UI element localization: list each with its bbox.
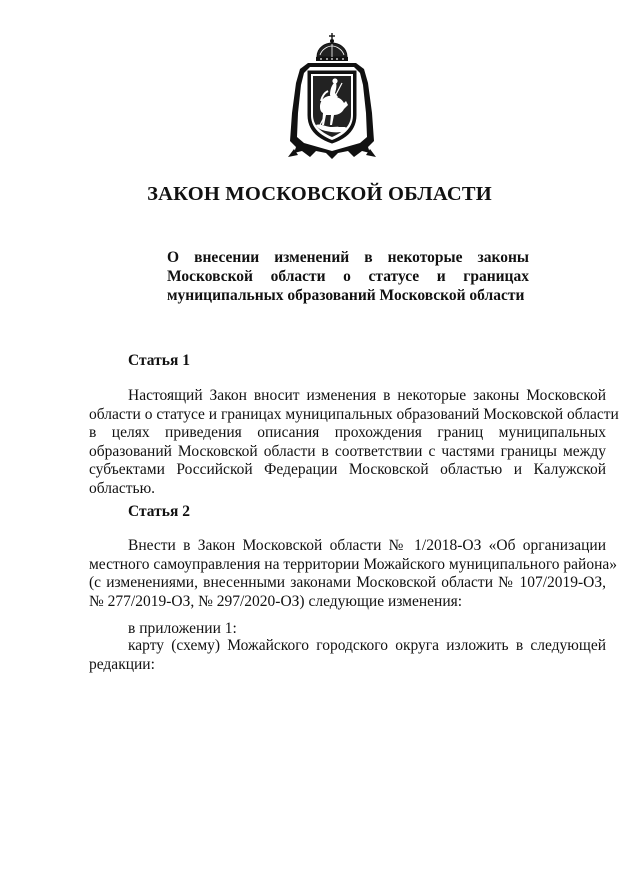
appendix-line: в приложении 1: (128, 620, 237, 637)
paragraph-line: области о статусе и границах муниципальных образований Московской области (89, 405, 619, 423)
subtitle-line: О внесении изменений в некоторые законы (167, 249, 529, 266)
paragraph-line: карту (схему) Можайского городского округа изложить в следующей (128, 637, 606, 654)
crown-icon (316, 33, 348, 61)
paragraph-line: (с изменениями, внесенными законами Московской области № 107/2019-ОЗ, (89, 574, 606, 592)
coat-of-arms-icon (286, 33, 378, 161)
article-2-heading: Статья 2 (128, 503, 190, 520)
map-instruction-text (89, 637, 606, 674)
paragraph-line: в целях приведения описания прохождения границ муниципальных (89, 424, 606, 442)
paragraph-line: местного самоуправления на территории Можайского муниципального района» (89, 555, 618, 573)
paragraph-line: образований Московской области в соответствии с частями границы между (89, 442, 606, 460)
document-title: ЗАКОН МОСКОВСКОЙ ОБЛАСТИ (147, 183, 492, 205)
paragraph-line: Настоящий Закон вносит изменения в некоторые законы Московской (128, 387, 606, 404)
article-1-text (89, 387, 619, 499)
paragraph-line: областью. (89, 479, 156, 497)
document-subtitle (167, 248, 529, 305)
paragraph-line: редакции: (89, 655, 155, 673)
subtitle-line: муниципальных образований Московской области (167, 287, 525, 304)
paragraph-line: субъектами Российской Федерации Московской областью и Калужской (89, 461, 606, 479)
paragraph-line: № 277/2019-ОЗ, № 297/2020-ОЗ) следующие изменения: (89, 592, 463, 610)
article-1-heading: Статья 1 (128, 352, 190, 369)
article-2-text (89, 537, 618, 611)
subtitle-line: Московской области о статусе и границах (167, 268, 529, 285)
paragraph-line: Внести в Закон Московской области № 1/2018-ОЗ «Об организации (128, 537, 606, 554)
